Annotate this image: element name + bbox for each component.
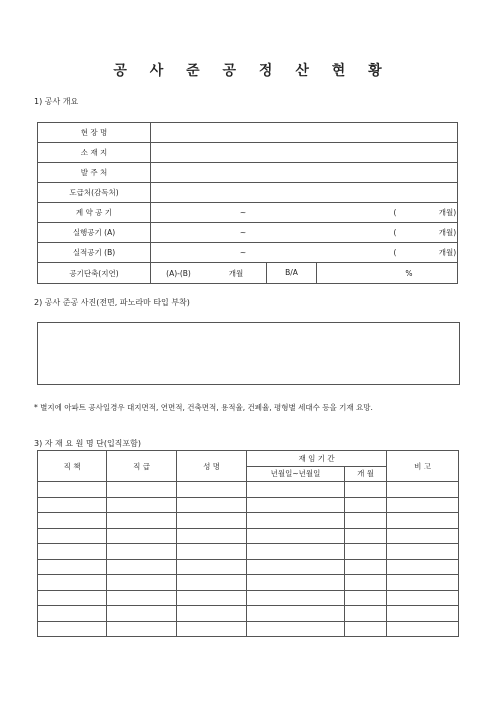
staff-cell[interactable] xyxy=(345,513,387,529)
apartment-note: * 별지에 아파트 공사일경우 대지면적, 연면적, 건축면적, 용적율, 건폐율, 평형별 세대수 등을 기재 요망. xyxy=(34,403,373,412)
staff-cell[interactable] xyxy=(38,482,107,498)
staff-row xyxy=(38,482,459,498)
shorten-ba: B/A xyxy=(266,263,316,283)
staff-cell[interactable] xyxy=(247,606,345,622)
staff-cell[interactable] xyxy=(177,590,247,606)
staff-row xyxy=(38,621,459,637)
staff-cell[interactable] xyxy=(177,544,247,560)
staff-table xyxy=(37,450,459,637)
staff-row xyxy=(38,575,459,591)
staff-cell[interactable] xyxy=(387,482,459,498)
overview-row-label: 실행공기 (A) xyxy=(38,223,151,243)
shorten-ab: (A)-(B) xyxy=(166,268,191,278)
staff-cell[interactable] xyxy=(107,528,177,544)
overview-row-value[interactable] xyxy=(151,143,458,163)
months-open-paren: ( xyxy=(393,208,397,217)
period-separator: ~ xyxy=(239,248,247,257)
staff-cell[interactable] xyxy=(345,497,387,513)
months-unit: 개월) xyxy=(438,208,457,217)
staff-cell[interactable] xyxy=(247,497,345,513)
staff-cell[interactable] xyxy=(107,513,177,529)
header-period-dates: 년월일~년월일 xyxy=(247,466,345,482)
overview-row-value[interactable] xyxy=(151,203,458,223)
overview-table xyxy=(37,122,458,284)
header-position: 직 책 xyxy=(38,451,107,482)
staff-cell[interactable] xyxy=(387,528,459,544)
staff-cell[interactable] xyxy=(107,621,177,637)
overview-row-label: 계 약 공 기 xyxy=(38,203,151,223)
staff-cell[interactable] xyxy=(177,528,247,544)
header-remarks: 비 고 xyxy=(387,451,459,482)
staff-cell[interactable] xyxy=(38,544,107,560)
staff-cell[interactable] xyxy=(387,606,459,622)
months-open-paren: ( xyxy=(393,248,397,257)
staff-cell[interactable] xyxy=(38,497,107,513)
staff-cell[interactable] xyxy=(247,528,345,544)
overview-row-label: 발 주 처 xyxy=(38,163,151,183)
overview-row-value[interactable] xyxy=(151,123,458,143)
months-unit: 개월) xyxy=(438,248,457,257)
staff-cell[interactable] xyxy=(177,497,247,513)
overview-row-shorten xyxy=(38,263,458,284)
staff-cell[interactable] xyxy=(247,559,345,575)
staff-cell[interactable] xyxy=(345,575,387,591)
photo-attachment-box xyxy=(37,322,460,385)
staff-cell[interactable] xyxy=(177,606,247,622)
staff-cell[interactable] xyxy=(177,513,247,529)
staff-cell[interactable] xyxy=(247,590,345,606)
staff-row xyxy=(38,590,459,606)
staff-cell[interactable] xyxy=(107,575,177,591)
overview-row-label: 소 재 지 xyxy=(38,143,151,163)
staff-row xyxy=(38,513,459,529)
header-rank: 직 급 xyxy=(107,451,177,482)
staff-cell[interactable] xyxy=(345,621,387,637)
section-photo-label: 2) 공사 준공 사진(전면, 파노라마 타입 부착) xyxy=(34,298,190,307)
staff-row xyxy=(38,606,459,622)
staff-cell[interactable] xyxy=(107,590,177,606)
staff-cell[interactable] xyxy=(345,528,387,544)
staff-cell[interactable] xyxy=(107,559,177,575)
staff-cell[interactable] xyxy=(387,590,459,606)
overview-row xyxy=(38,203,458,223)
overview-row-value[interactable] xyxy=(151,163,458,183)
staff-cell[interactable] xyxy=(38,559,107,575)
overview-row-label: 현 장 명 xyxy=(38,123,151,143)
overview-row xyxy=(38,243,458,263)
staff-cell[interactable] xyxy=(345,544,387,560)
staff-row xyxy=(38,497,459,513)
overview-row xyxy=(38,163,458,183)
overview-row xyxy=(38,183,458,203)
staff-cell[interactable] xyxy=(345,606,387,622)
months-unit: 개월) xyxy=(438,228,457,237)
period-separator: ~ xyxy=(239,228,247,237)
header-period-months: 개 월 xyxy=(345,466,387,482)
staff-row xyxy=(38,559,459,575)
staff-cell[interactable] xyxy=(38,606,107,622)
header-name: 성 명 xyxy=(177,451,247,482)
staff-cell[interactable] xyxy=(345,590,387,606)
staff-cell[interactable] xyxy=(38,621,107,637)
staff-cell[interactable] xyxy=(177,621,247,637)
staff-cell[interactable] xyxy=(247,482,345,498)
staff-cell[interactable] xyxy=(247,544,345,560)
staff-cell[interactable] xyxy=(387,544,459,560)
overview-row xyxy=(38,223,458,243)
staff-cell[interactable] xyxy=(387,559,459,575)
staff-cell[interactable] xyxy=(107,606,177,622)
staff-cell[interactable] xyxy=(345,559,387,575)
staff-cell[interactable] xyxy=(387,513,459,529)
staff-cell[interactable] xyxy=(177,559,247,575)
document-title: 공 사 준 공 정 산 현 황 xyxy=(113,63,391,79)
overview-row-value[interactable] xyxy=(151,243,458,263)
staff-cell[interactable] xyxy=(107,544,177,560)
period-separator: ~ xyxy=(239,208,247,217)
shorten-values xyxy=(151,263,458,284)
staff-cell[interactable] xyxy=(247,621,345,637)
staff-cell[interactable] xyxy=(38,513,107,529)
staff-cell[interactable] xyxy=(177,575,247,591)
overview-row-label: 실적공기 (B) xyxy=(38,243,151,263)
overview-row-value[interactable] xyxy=(151,223,458,243)
shorten-months: 개월 xyxy=(228,268,244,278)
overview-row xyxy=(38,143,458,163)
section-overview-label: 1) 공사 개요 xyxy=(34,97,79,106)
staff-cell[interactable] xyxy=(38,575,107,591)
shorten-percent: % xyxy=(405,268,413,278)
overview-row-value[interactable] xyxy=(151,183,458,203)
header-period: 재 임 기 간 xyxy=(247,451,387,467)
staff-cell[interactable] xyxy=(387,575,459,591)
shorten-label: 공기단축(지연) xyxy=(38,263,151,284)
staff-cell[interactable] xyxy=(107,482,177,498)
staff-cell[interactable] xyxy=(177,482,247,498)
staff-cell[interactable] xyxy=(38,590,107,606)
section-staff-label: 3) 자 재 요 원 명 단(입직포함) xyxy=(34,439,141,448)
staff-cell[interactable] xyxy=(345,482,387,498)
months-open-paren: ( xyxy=(393,228,397,237)
staff-cell[interactable] xyxy=(107,497,177,513)
overview-row xyxy=(38,123,458,143)
overview-row-label: 도급처(감독처) xyxy=(38,183,151,203)
staff-cell[interactable] xyxy=(387,497,459,513)
staff-cell[interactable] xyxy=(247,513,345,529)
staff-cell[interactable] xyxy=(247,575,345,591)
staff-cell[interactable] xyxy=(38,528,107,544)
staff-cell[interactable] xyxy=(387,621,459,637)
staff-row xyxy=(38,528,459,544)
staff-row xyxy=(38,544,459,560)
